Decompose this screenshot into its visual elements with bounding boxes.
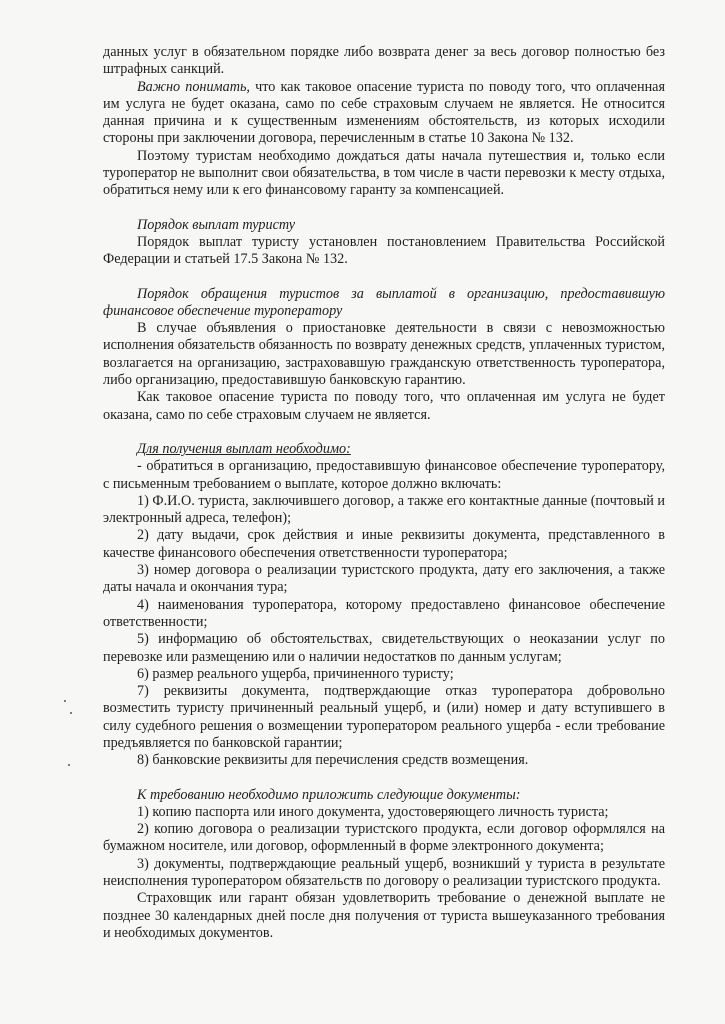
scan-speck	[70, 712, 72, 714]
document-body	[103, 44, 665, 942]
needed-heading: Для получения выплат необходимо:	[137, 440, 351, 457]
attach-heading: К требованию необходимо приложить следующие документы:	[137, 786, 521, 803]
important-paragraph	[103, 79, 665, 148]
scan-speck	[68, 764, 70, 766]
appeal-paragraph: В случае объявления о приостановке деятельности в связи с невозможностью исполнения обязательств обязанность по возврату денежных средств, уплаченных туристом, возлагается на организацию, застраховавшую гражданскую ответственность туроператора, либо организацию, предоставившую банковскую гарантию.	[103, 320, 665, 389]
intro-paragraph: данных услуг в обязательном порядке либо возврата денег за весь договор полностью без штрафных санкций.	[103, 44, 665, 78]
scan-speck	[64, 700, 66, 702]
attach-item: 3) документы, подтверждающие реальный ущерб, возникший у туриста в результате неисполнения туроператором обязательств по договору о реализации туристского продукта.	[103, 855, 665, 890]
list-item: 1) Ф.И.О. туриста, заключившего договор, а также его контактные данные (почтовый и электронный адреса, телефон);	[103, 492, 665, 527]
list-item: 5) информацию об обстоятельствах, свидетельствующих о неоказании услуг по перевозке или размещению или о наличии недостатков по данным услугам;	[103, 631, 665, 665]
important-emphasis: Важно понимать,	[137, 78, 250, 95]
list-item: 4) наименования туроператора, которому предоставлено финансовое обеспечение ответственности;	[103, 596, 665, 630]
order-paragraph: Порядок выплат туристу установлен постановлением Правительства Российской Федерации и статьей 17.5 Закона № 132.	[103, 233, 665, 268]
important-text: что как таковое опасение туриста по поводу того, что оплаченная им услуга не будет оказана, само по себе страховым случаем не является. Не относится данная причина и к существенным изменениям обстоятельств, из которых исходили стороны при заключении договора, перечисленным в статье 10 Закона № 132.	[103, 78, 665, 147]
attach-item: 1) копию паспорта или иного документа, удостоверяющего личность туриста;	[137, 803, 609, 820]
list-item: 2) дату выдачи, срок действия и иные реквизиты документа, представленного в качестве финансового обеспечения ответственности туроператора;	[103, 527, 665, 561]
list-item: 3) номер договора о реализации туристского продукта, дату его заключения, а также даты начала и окончания тура;	[103, 562, 665, 596]
attach-item: 2) копию договора о реализации туристского продукта, если договор оформлялся на бумажном носителе, или договор, оформленный в форме электронного документа;	[103, 821, 665, 855]
therefore-paragraph: Поэтому туристам необходимо дождаться даты начала путешествия и, только если туроператор не выполнит свои обязательства, в том числе в части перевозки к месту отдыха, обратиться нему или к его финансовому гаранту за компенсацией.	[103, 147, 665, 199]
list-item: 6) размер реального ущерба, причиненного туристу;	[137, 665, 454, 682]
list-item: 7) реквизиты документа, подтверждающие отказ туроператора добровольно возместить туристу причиненный реальный ущерб, и (или) номер и дату вступившего в силу судебного решения о возмещении туроператором реального ущерба - если требование предъявляется по банковской гарантии;	[103, 683, 665, 751]
final-paragraph: Страховщик или гарант обязан удовлетворить требование о денежной выплате не позднее 30 календарных дней после дня получения от туриста вышеуказанного требования и необходимых документов.	[103, 890, 665, 941]
apply-paragraph: - обратиться в организацию, предоставившую финансовое обеспечение туроператору, с письменным требованием о выплате, которое должно включать:	[103, 458, 665, 492]
appeal-paragraph-2: Как таковое опасение туриста по поводу того, что оплаченная им услуга не будет оказана, само по себе страховым случаем не является.	[103, 389, 665, 423]
appeal-heading: Порядок обращения туристов за выплатой в организацию, предоставившую финансовое обеспечение туроператору	[103, 285, 665, 319]
order-heading: Порядок выплат туристу	[137, 216, 296, 233]
list-item: 8) банковские реквизиты для перечисления средств возмещения.	[137, 752, 529, 769]
